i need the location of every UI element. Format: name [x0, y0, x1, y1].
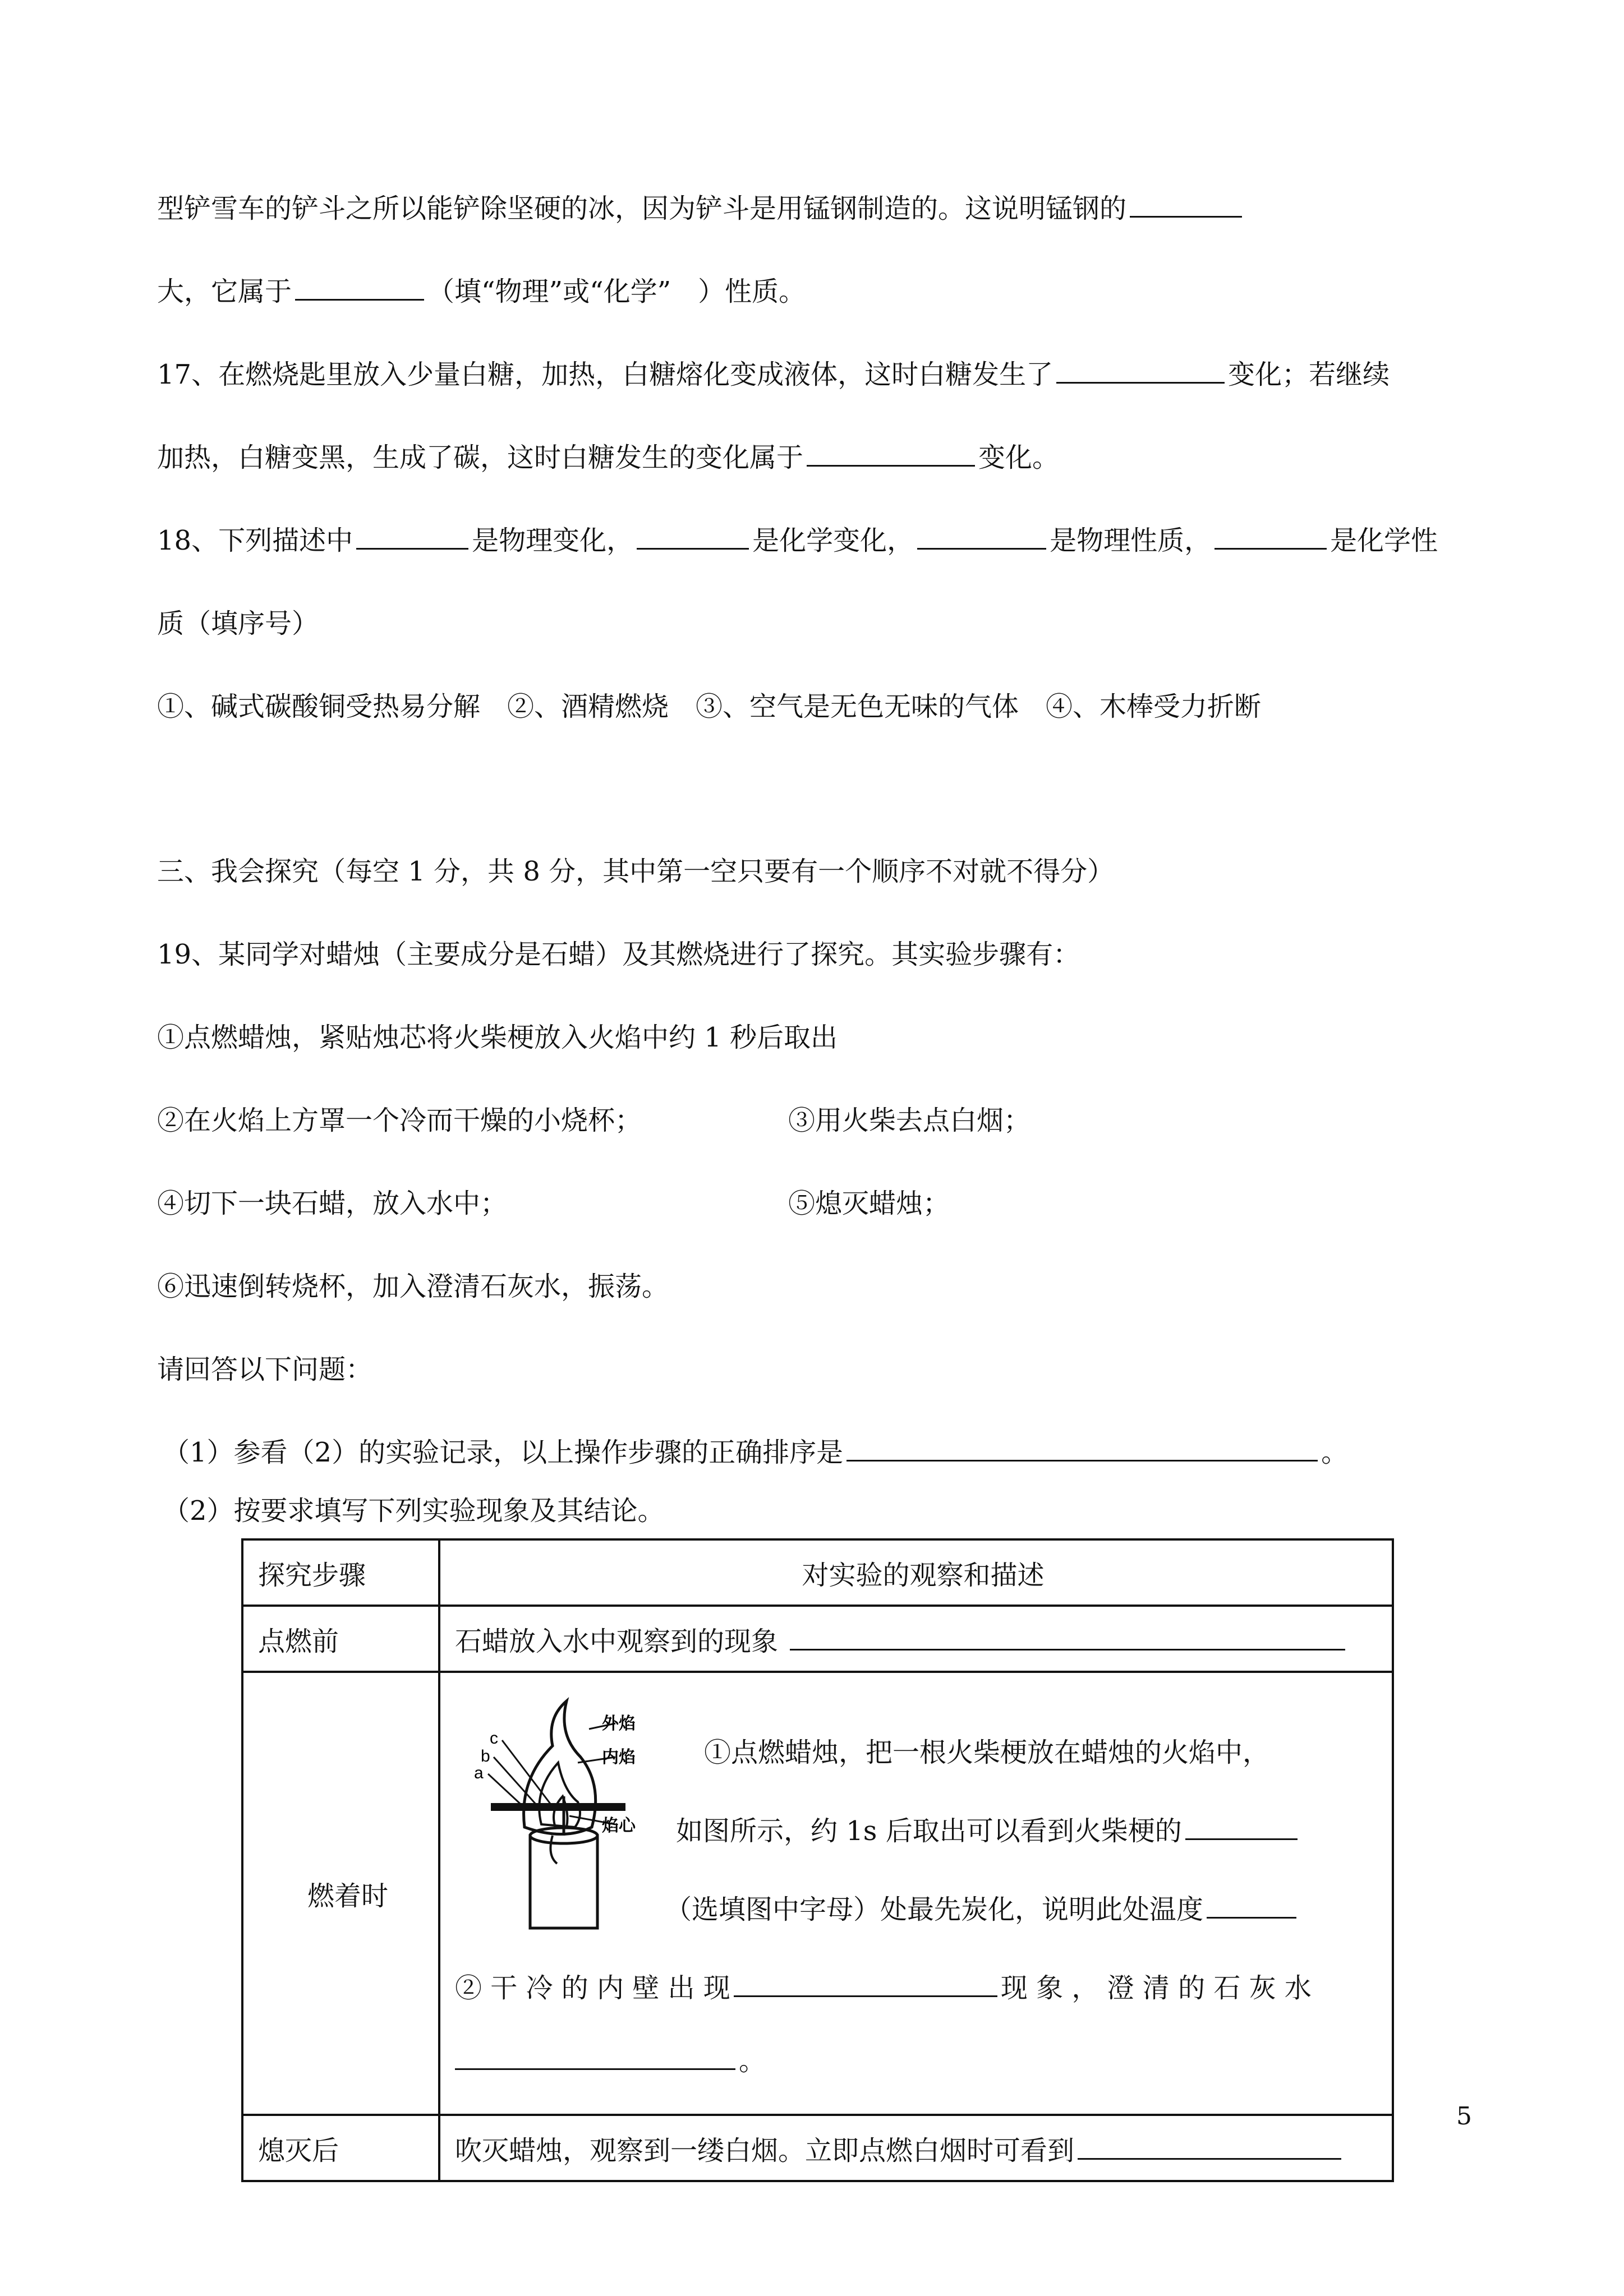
answer-blank[interactable] [455, 2044, 735, 2070]
text-segment: ② 干 冷 的 内 壁 出 现 [455, 1972, 730, 2004]
text-segment: 是物理变化， [472, 525, 634, 556]
text-segment: 变化；若继续 [1228, 359, 1390, 390]
row-step-label: 熄灭后 [242, 2115, 439, 2181]
question-18-line-2: 质（填序号） [157, 608, 319, 639]
answer-blank[interactable] [637, 523, 749, 550]
answer-blank[interactable] [1130, 191, 1242, 218]
step-6: ⑥迅速倒转烧杯，加入澄清石灰水，振荡。 [157, 1271, 669, 1302]
question-17-line-1 [157, 357, 1390, 393]
burning-text-3 [665, 1892, 1300, 1928]
burning-text-4 [455, 1970, 1312, 2006]
text-segment: 如图所示，约 1s 后取出可以看到火柴梗的 [676, 1815, 1182, 1847]
text-segment: 18、下列描述中 [157, 525, 353, 556]
prompt-line: 请回答以下问题： [157, 1354, 373, 1385]
step-1: ①点燃蜡烛，紧贴烛芯将火柴梗放入火焰中约 1 秒后取出 [157, 1022, 838, 1053]
text-segment: （1）参看（2）的实验记录，以上操作步骤的正确排序是 [163, 1437, 844, 1468]
answer-blank[interactable] [1078, 2133, 1341, 2160]
table-row [242, 2115, 1393, 2181]
part-2-line: （2）按要求填写下列实验现象及其结论。 [163, 1495, 665, 1527]
text-segment: 石蜡放入水中观察到的现象 [455, 1625, 779, 1657]
figure-label-c: c [490, 1729, 498, 1748]
figure-label-flame-core: 焰心 [602, 1816, 636, 1836]
text-segment: 大，它属于 [157, 276, 292, 307]
table-row [242, 1606, 1393, 1672]
text-segment: （选填图中字母）处最先炭化，说明此处温度 [665, 1894, 1204, 1925]
row-description [439, 1672, 1393, 2115]
page-number: 5 [1456, 2102, 1472, 2131]
answer-blank[interactable] [356, 523, 468, 550]
figure-label-b: b [481, 1747, 490, 1765]
row-description [439, 1606, 1393, 1672]
figure-label-a: a [474, 1764, 484, 1782]
answer-blank[interactable] [295, 274, 424, 301]
text-segment: 。 [739, 2045, 766, 2077]
answer-blank[interactable] [790, 1624, 1345, 1650]
answer-blank[interactable] [1214, 523, 1327, 550]
question-19-stem: 19、某同学对蜡烛（主要成分是石蜡）及其燃烧进行了探究。其实验步骤有： [157, 939, 1080, 970]
text-segment: 是化学变化， [752, 525, 914, 556]
text-segment: 17、在燃烧匙里放入少量白糖，加热，白糖熔化变成液体，这时白糖发生了 [157, 359, 1053, 390]
row-step-label: 燃着时 [242, 1672, 439, 2115]
answer-blank[interactable] [807, 440, 975, 467]
question-18-options: ①、碱式碳酸铜受热易分解 ②、酒精燃烧 ③、空气是无色无味的气体 ④、木棒受力折断 [157, 691, 1262, 722]
step-5: ⑤熄灭蜡烛； [788, 1188, 950, 1219]
question-18-line-1 [157, 523, 1438, 559]
answer-blank[interactable] [1207, 1892, 1296, 1919]
text-segment: 是物理性质， [1050, 525, 1212, 556]
experiment-table [241, 1538, 1394, 2182]
answer-blank[interactable] [734, 1971, 997, 1997]
figure-label-outer-flame: 外焰 [602, 1714, 636, 1733]
table-header-row [242, 1539, 1393, 1606]
burning-text-5 [455, 2043, 766, 2079]
text-segment: 型铲雪车的铲斗之所以能铲除坚硬的冰，因为铲斗是用锰钢制造的。这说明锰钢的 [157, 193, 1127, 224]
step-2: ②在火焰上方罩一个冷而干燥的小烧杯； [157, 1105, 642, 1136]
section-heading: 三、我会探究（每空 1 分，共 8 分，其中第一空只要有一个顺序不对就不得分） [157, 856, 1115, 887]
burning-text-1: ①点燃蜡烛，把一根火柴梗放在蜡烛的火焰中， [704, 1737, 1270, 1768]
step-3: ③用火柴去点白烟； [788, 1105, 1031, 1136]
text-line-2 [157, 274, 806, 310]
header-description: 对实验的观察和描述 [439, 1539, 1393, 1606]
text-segment: （填“物理”或“化学” ）性质。 [427, 276, 806, 307]
text-segment: 变化。 [978, 442, 1060, 473]
burning-text-2 [676, 1813, 1301, 1849]
part-1-line [163, 1435, 1348, 1470]
figure-label-inner-flame: 内焰 [602, 1748, 636, 1767]
table-row [242, 1672, 1393, 2115]
header-step: 探究步骤 [242, 1539, 439, 1606]
row-step-label: 点燃前 [242, 1606, 439, 1672]
text-segment: 加热，白糖变黑，生成了碳，这时白糖发生的变化属于 [157, 442, 804, 473]
text-segment: 吹灭蜡烛，观察到一缕白烟。立即点燃白烟时可看到 [455, 2134, 1075, 2166]
text-segment: 现 象 ， 澄 清 的 石 灰 水 [1000, 1972, 1312, 2004]
answer-blank[interactable] [1056, 357, 1225, 384]
candle-flame-figure [468, 1695, 642, 1931]
text-line-1 [157, 191, 1245, 227]
text-segment: 是化学性 [1330, 525, 1438, 556]
text-segment: 。 [1321, 1437, 1349, 1468]
answer-blank[interactable] [846, 1435, 1318, 1461]
question-17-line-2 [157, 440, 1059, 476]
step-4: ④切下一块石蜡，放入水中； [157, 1188, 508, 1219]
row-description [439, 2115, 1393, 2181]
answer-blank[interactable] [1185, 1814, 1298, 1840]
answer-blank[interactable] [917, 523, 1046, 550]
